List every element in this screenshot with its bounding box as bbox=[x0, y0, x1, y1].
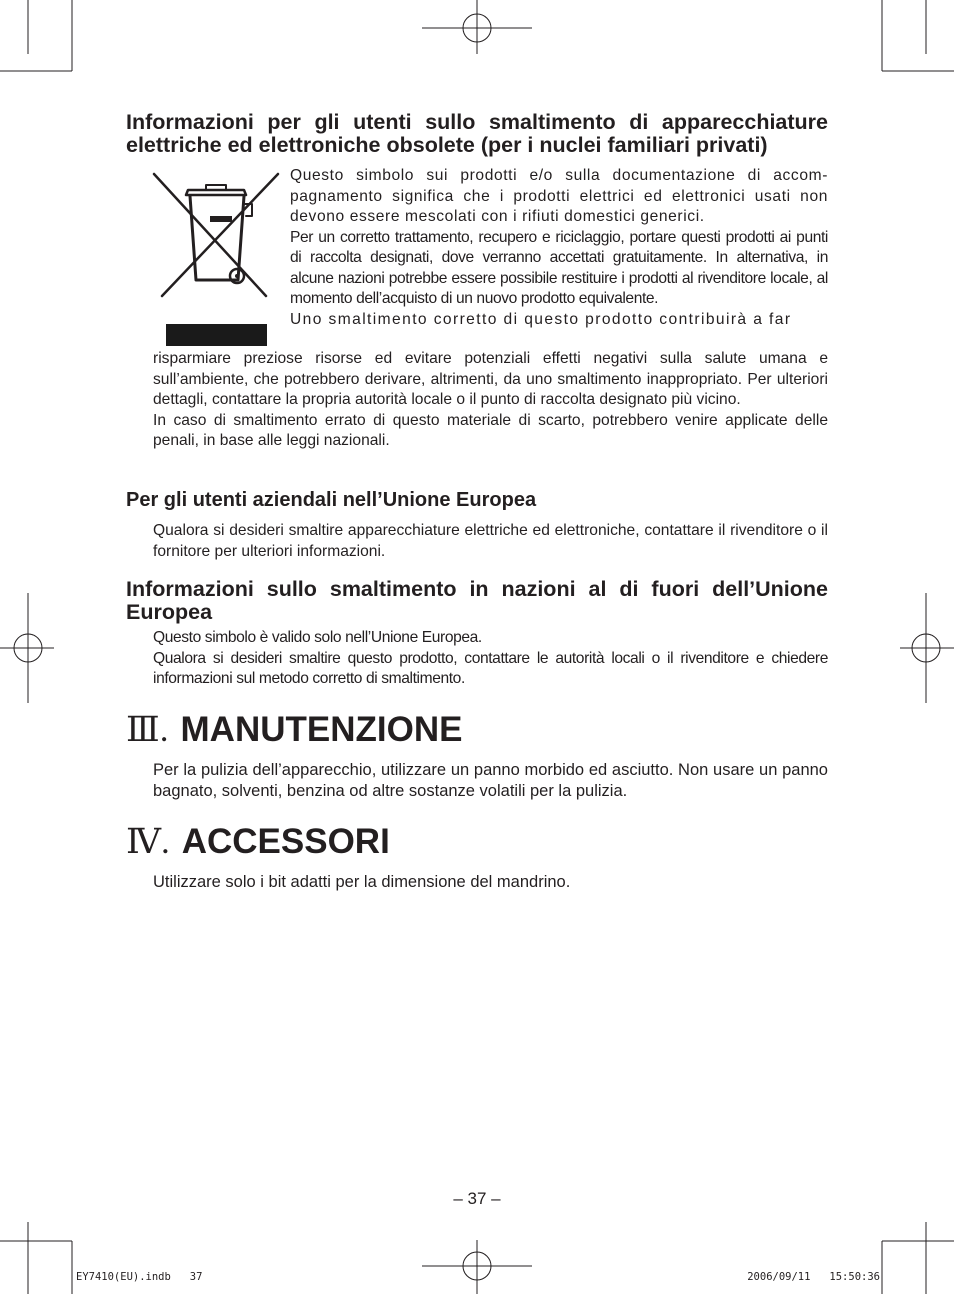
print-slug-datetime: 2006/09/11 15:50:36 bbox=[747, 1271, 880, 1283]
disposal-side-line-1: Questo simbolo sui prodotti e/o sulla documentazione di accom-pagnamento significa che i prodotti elettrici ed elettronici usati non devono essere mescolati con i rifiuti domestici generici. bbox=[290, 167, 828, 225]
outside-eu-heading: Informazioni sullo smaltimento in nazioni al di fuori dell’Unione Europea bbox=[126, 577, 828, 624]
maintenance-title: MANUTENZIONE bbox=[180, 710, 463, 749]
outside-eu-line-1: Questo simbolo è valido solo nell’Unione Europea. bbox=[153, 629, 482, 646]
crossed-out-wheelie-bin-icon bbox=[150, 168, 282, 353]
disposal-continuation: risparmiare preziose risorse ed evitare potenziali effetti negativi sulla salute umana e sull’ambiente, che potrebbero derivare, altrimenti, da uno smaltimento inappropriato. Per ulteriori dettagli, contattare la propria autorità locale o il punto di raccolta designato più vicino. bbox=[153, 350, 828, 408]
outside-eu-body bbox=[153, 628, 828, 690]
maintenance-title-row bbox=[126, 710, 462, 750]
disposal-heading: Informazioni per gli utenti sullo smaltimento di apparecchiature elettriche ed elettroniche obsolete (per i nuclei familiari privati) bbox=[126, 110, 828, 157]
accessories-body: Utilizzare solo i bit adatti per la dimensione del mandrino. bbox=[153, 873, 571, 891]
disposal-side-line-2: Per un corretto trattamento, recupero e riciclaggio, portare questi prodotti ai punti di raccolta designati, dove verranno accettati gratuitamente. In alternativa, in alcune nazioni potrebbe essere possibile restituire i prodotti al rivenditore locale, al momento dell’acquisto di un nuovo prodotto equivalente. bbox=[290, 228, 828, 307]
maintenance-numeral: Ⅲ. bbox=[126, 710, 169, 749]
disposal-paragraph-2 bbox=[153, 349, 828, 452]
business-body: Qualora si desideri smaltire apparecchiature elettriche ed elettroniche, contattare il rivenditore o il fornitore per ulteriori informazioni. bbox=[153, 522, 828, 560]
disposal-penalty: In caso di smaltimento errato di questo materiale di scarto, potrebbero venire applicate delle penali, in base alle leggi nazionali. bbox=[153, 411, 828, 449]
print-slug-file: EY7410(EU).indb 37 bbox=[76, 1271, 203, 1283]
accessories-title: ACCESSORI bbox=[181, 822, 390, 861]
disposal-side-line-3: Uno smaltimento corretto di questo prodotto contribuirà a far bbox=[290, 310, 792, 328]
disposal-paragraph-1 bbox=[290, 166, 828, 330]
maintenance-body: Per la pulizia dell’apparecchio, utilizzare un panno morbido ed asciutto. Non usare un panno bagnato, solventi, benzina od altre sostanze volatili per la pulizia. bbox=[153, 761, 828, 800]
page-number: – 37 – bbox=[453, 1189, 501, 1208]
business-heading: Per gli utenti aziendali nell’Unione Europea bbox=[126, 489, 537, 511]
accessories-numeral: Ⅳ. bbox=[126, 822, 170, 861]
accessories-title-row bbox=[126, 822, 390, 862]
outside-eu-line-2: Qualora si desideri smaltire questo prodotto, contattare le autorità locali o il rivenditore e chiedere informazioni sul metodo corretto di smaltimento. bbox=[153, 649, 828, 687]
